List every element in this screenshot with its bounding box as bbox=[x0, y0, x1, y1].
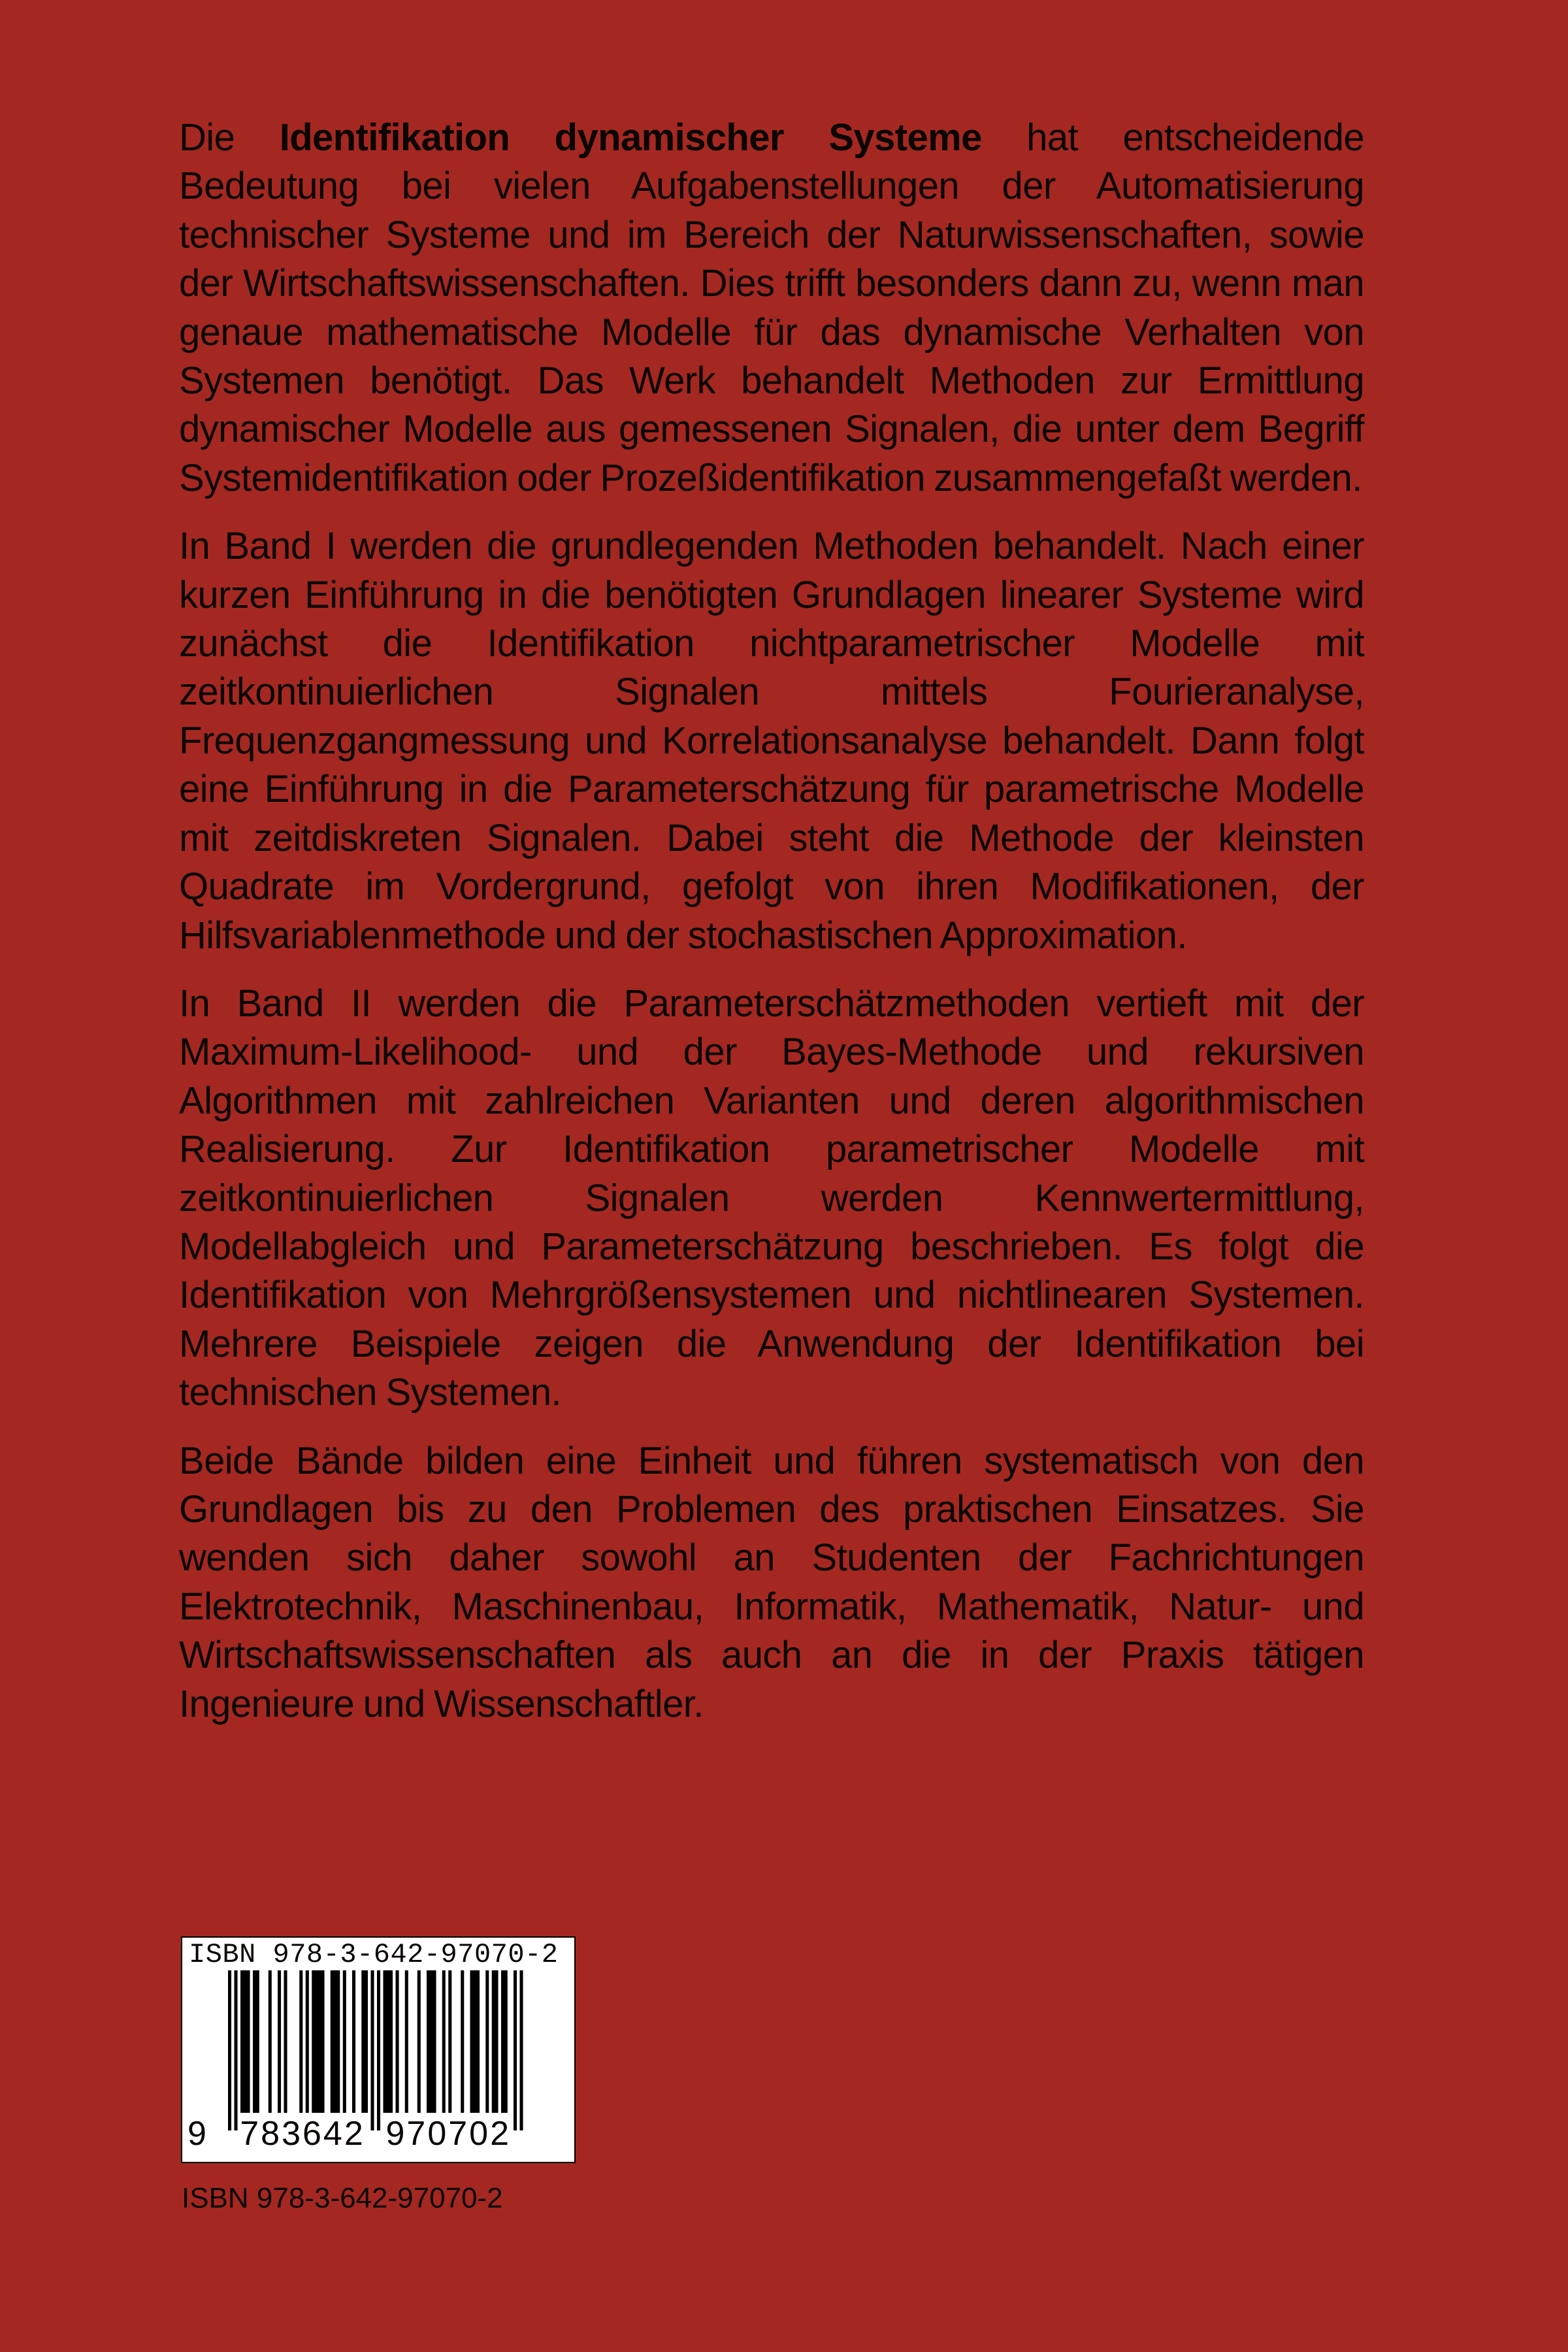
barcode-bar bbox=[504, 1970, 508, 2113]
barcode-bar bbox=[365, 1970, 368, 2113]
barcode-bar bbox=[396, 1970, 399, 2113]
isbn-barcode bbox=[181, 1936, 576, 2163]
barcode-bar bbox=[253, 1970, 256, 2113]
barcode-bar bbox=[240, 1970, 244, 2113]
barcode-bar bbox=[336, 1970, 340, 2113]
barcode-bar bbox=[386, 1970, 389, 2113]
barcode-bar bbox=[318, 1970, 321, 2113]
barcode-bar bbox=[343, 1970, 346, 2113]
barcode-bar bbox=[361, 1970, 365, 2113]
blurb-p1-rest: hat entscheidende Bedeutung bei vielen Aufgabenstellungen der Automatisierung technischer Systeme und im Bereich der Naturwissenschaften, sowie der Wirtschaftswissenschaften. Dies trifft besonders dann zu, wenn man genaue mathematische Modelle für das dynamische Verhalten von Systemen benötigt. Das Werk behandelt Methoden zur Ermittlung dynamischer Modelle aus gemessenen Signalen, die unter dem Begriff Systemidentifikation oder Prozeßidentifikation zusammengefaßt werden. bbox=[179, 116, 1365, 499]
blurb-paragraph-3: In Band II werden die Parameterschätzmethoden vertieft mit der Maximum-Likelihood- und der Bayes-Methode und rekursiven Algorithmen mit zahlreichen Varianten und deren algorithmischen Realisierung. Zur Identifikation parametrischer Modelle mit zeitkontinuierlichen Signalen werden Kennwertermittlung, Modellabgleich und Parameterschätzung beschrieben. Es folgt die Identifikation von Mehrgrößensystemen und nichtlinearen Systemen. Mehrere Beispiele zeigen die Anwendung der Identifikation bei technischen Systemen. bbox=[179, 982, 1364, 1414]
barcode-bar bbox=[476, 1970, 480, 2113]
barcode-bar bbox=[495, 1970, 498, 2113]
barcode-bar bbox=[352, 1970, 355, 2113]
barcode-bar bbox=[405, 1970, 408, 2113]
isbn-text: ISBN 978-3-642-97070-2 bbox=[182, 2182, 503, 2214]
barcode-bar bbox=[247, 1970, 250, 2113]
barcode-bar bbox=[371, 1970, 374, 2130]
barcode-bar bbox=[256, 1970, 259, 2113]
barcode-digits-right: 970702 bbox=[385, 2115, 512, 2153]
barcode-bar bbox=[389, 1970, 393, 2113]
barcode-bar bbox=[520, 1970, 523, 2130]
barcode-bar bbox=[315, 1970, 318, 2113]
barcode-bar bbox=[501, 1970, 504, 2113]
barcode-bar bbox=[470, 1970, 474, 2113]
barcode-bar bbox=[430, 1970, 433, 2113]
barcode-bar bbox=[473, 1970, 476, 2113]
barcode-bar bbox=[461, 1970, 464, 2113]
barcode-bar bbox=[514, 1970, 517, 2130]
barcode-bar bbox=[228, 1970, 231, 2130]
barcode-bar bbox=[235, 1970, 238, 2130]
barcode-bar bbox=[278, 1970, 281, 2113]
barcode-digit-first: 9 bbox=[188, 2115, 206, 2153]
blurb-paragraph-2: In Band I werden die grundlegenden Methoden behandelt. Nach einer kurzen Einführung in die benötigten Grundlagen linearer Systeme wird zunächst die Identifikation nichtparametrischer Modelle mit zeitkontinuierlichen Signalen mittels Fourieranalyse, Frequenzgangmessung und Korrelationsanalyse behandelt. Dann folgt eine Einführung in die Parameterschätzung für parametrische Modelle mit zeitdiskreten Signalen. Dabei steht die Methode der kleinsten Quadrate im Vordergrund, gefolgt von ihren Modifikationen, der Hilfsvariablenmethode und der stochastischen Approximation. bbox=[179, 525, 1364, 957]
barcode-bar bbox=[284, 1970, 287, 2113]
barcode-bar bbox=[306, 1970, 309, 2113]
barcode-bar bbox=[299, 1970, 302, 2113]
barcode-bar bbox=[448, 1970, 451, 2113]
barcode-bar bbox=[485, 1970, 489, 2113]
blurb-paragraph-1 bbox=[179, 114, 1364, 503]
barcode-bar bbox=[492, 1970, 495, 2113]
blurb-p1-intro: Die bbox=[179, 116, 280, 159]
barcode-bar bbox=[433, 1970, 436, 2113]
barcode-bar bbox=[312, 1970, 315, 2113]
blurb-text bbox=[179, 114, 1364, 1748]
barcode-bar bbox=[321, 1970, 325, 2113]
barcode-bar bbox=[377, 1970, 380, 2130]
barcode-bar bbox=[417, 1970, 421, 2113]
barcode-bar bbox=[334, 1970, 337, 2113]
barcode-bar bbox=[269, 1970, 272, 2113]
barcode-bar bbox=[442, 1970, 446, 2113]
barcode-bar bbox=[427, 1970, 430, 2113]
barcode-digits-left: 783642 bbox=[240, 2115, 365, 2153]
barcode-bar bbox=[331, 1970, 334, 2113]
barcode-bar bbox=[384, 1970, 387, 2113]
blurb-paragraph-4: Beide Bände bilden eine Einheit und führen systematisch von den Grundlagen bis zu den Problemen des praktischen Einsatzes. Sie wenden sich daher sowohl an Studenten der Fachrichtungen Elektrotechnik, Maschinenbau, Informatik, Mathematik, Natur- und Wirtschaftswissenschaften als auch an die in der Praxis tätigen Ingenieure und Wissenschaftler. bbox=[179, 1439, 1364, 1725]
barcode-isbn-label: ISBN 978-3-642-97070-2 bbox=[189, 1939, 559, 1970]
barcode-bar bbox=[244, 1970, 247, 2113]
book-title-bold: Identifikation dynamischer Systeme bbox=[279, 116, 982, 159]
